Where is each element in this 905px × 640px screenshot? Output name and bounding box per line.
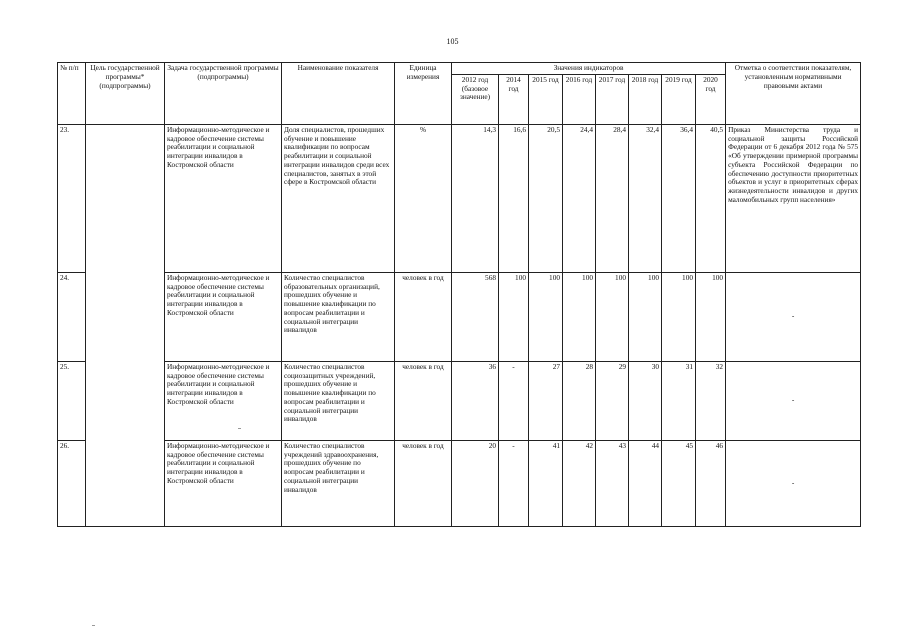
row-note: - xyxy=(726,440,861,526)
header-year: 2019 год xyxy=(662,74,696,124)
row-value: 30 xyxy=(629,361,662,440)
row-indicator: Доля специалистов, прошедших обучение и повышение квалификации по вопросам реабилитации и социальной интеграции инвалидов среди всех специалистов, занятых в этой сфере в Костромской области xyxy=(282,124,395,272)
row-value: 36 xyxy=(452,361,499,440)
header-year: 2020 год xyxy=(696,74,726,124)
row-value: 100 xyxy=(563,272,596,361)
header-year: 2015 год xyxy=(529,74,563,124)
row-task: Информационно-методическое и кадровое обеспечение системы реабилитации и социальной интеграции инвалидов в Костромской области xyxy=(165,361,282,440)
row-note: Приказ Министерства труда и социальной защиты Российской Федерации от 6 декабря 2012 года № 575 «Об утверждении примерной программы субъекта Российской Федерации по обеспечению доступности приоритетных объектов и услуг в приоритетных сферах жизнедеятельности инвалидов и других маломобильных групп населения» xyxy=(726,124,861,272)
row-unit: человек в год xyxy=(395,361,452,440)
row-value: 20 xyxy=(452,440,499,526)
row-value: 100 xyxy=(662,272,696,361)
table-row xyxy=(58,361,861,440)
row-value: 44 xyxy=(629,440,662,526)
scan-speck xyxy=(92,625,95,626)
page-number: 105 xyxy=(446,37,459,46)
header-year: 2018 год xyxy=(629,74,662,124)
row-indicator: Количество специалистов образовательных организаций, прошедших обучение и повышение квалификации по вопросам реабилитации и социальной интеграции инвалидов xyxy=(282,272,395,361)
header-unit: Единица измерения xyxy=(395,63,452,125)
row-value: 43 xyxy=(596,440,629,526)
header-num: № п/п xyxy=(58,63,86,125)
row-value: - xyxy=(499,440,529,526)
row-note: - xyxy=(726,361,861,440)
header-year: 2016 год xyxy=(563,74,596,124)
row-value: 32 xyxy=(696,361,726,440)
row-value: 28 xyxy=(563,361,596,440)
row-value: 31 xyxy=(662,361,696,440)
row-value: 32,4 xyxy=(629,124,662,272)
row-value: 100 xyxy=(629,272,662,361)
row-note: - xyxy=(726,272,861,361)
row-value: 100 xyxy=(529,272,563,361)
table-row xyxy=(58,124,861,272)
row-value: 41 xyxy=(529,440,563,526)
table-row xyxy=(58,440,861,526)
row-value: 45 xyxy=(662,440,696,526)
header-task: Задача государственной программы (подпрограммы) xyxy=(165,63,282,125)
header-year: 2012 год (базовое значение) xyxy=(452,74,499,124)
row-value: 100 xyxy=(696,272,726,361)
row-task: Информационно-методическое и кадровое обеспечение системы реабилитации и социальной интеграции инвалидов в Костромской области xyxy=(165,272,282,361)
row-indicator: Количество специалистов учреждений здравоохранения, прошедших обучение по вопросам реабилитации и социальной интеграции инвалидов xyxy=(282,440,395,526)
indicators-table xyxy=(57,62,861,527)
row-value: 36,4 xyxy=(662,124,696,272)
row-value: 100 xyxy=(499,272,529,361)
row-value: 46 xyxy=(696,440,726,526)
row-value: 14,3 xyxy=(452,124,499,272)
row-num: 24. xyxy=(58,272,86,361)
row-indicator: Количество специалистов социозащитных учреждений, прошедших обучение и повышение квалификации по вопросам реабилитации и социальной интеграции инвалидов xyxy=(282,361,395,440)
header-values: Значения индикаторов xyxy=(452,63,726,75)
table-row xyxy=(58,272,861,361)
row-unit: % xyxy=(395,124,452,272)
row-value: - xyxy=(499,361,529,440)
row-num: 25. xyxy=(58,361,86,440)
goal-cell xyxy=(86,124,165,526)
row-num: 23. xyxy=(58,124,86,272)
row-unit: человек в год xyxy=(395,440,452,526)
row-value: 42 xyxy=(563,440,596,526)
header-note: Отметка о соответствии показателям, установленным нормативными правовыми актами xyxy=(726,63,861,125)
row-value: 20,5 xyxy=(529,124,563,272)
row-value: 29 xyxy=(596,361,629,440)
row-value: 16,6 xyxy=(499,124,529,272)
header-indicator: Наименование показателя xyxy=(282,63,395,125)
row-task: Информационно-методическое и кадровое обеспечение системы реабилитации и социальной интеграции инвалидов в Костромской области xyxy=(165,124,282,272)
row-value: 40,5 xyxy=(696,124,726,272)
header-year: 2017 год xyxy=(596,74,629,124)
row-value: 24,4 xyxy=(563,124,596,272)
header-goal: Цель государственной программы* (подпрограммы) xyxy=(86,63,165,125)
row-value: 27 xyxy=(529,361,563,440)
scan-speck xyxy=(238,428,241,429)
row-unit: человек в год xyxy=(395,272,452,361)
row-num: 26. xyxy=(58,440,86,526)
header-year: 2014 год xyxy=(499,74,529,124)
row-task: Информационно-методическое и кадровое обеспечение системы реабилитации и социальной интеграции инвалидов в Костромской области xyxy=(165,440,282,526)
row-value: 100 xyxy=(596,272,629,361)
row-value: 568 xyxy=(452,272,499,361)
row-value: 28,4 xyxy=(596,124,629,272)
